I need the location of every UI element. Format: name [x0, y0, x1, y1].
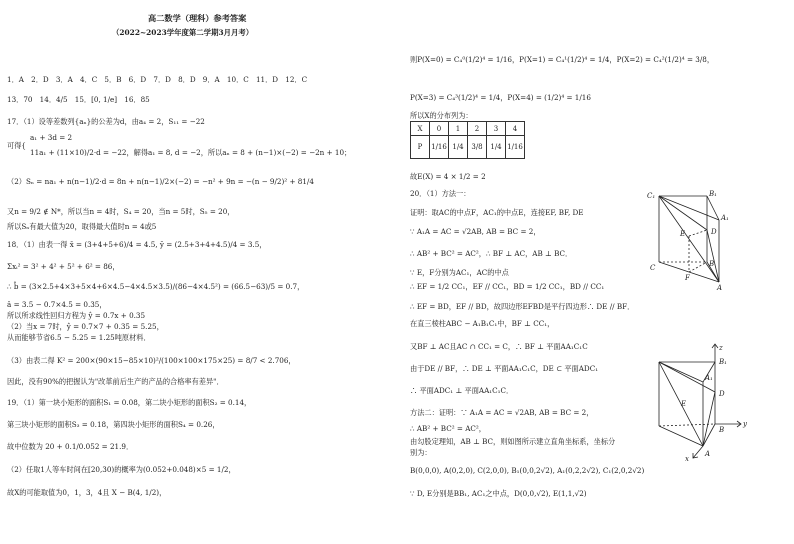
table-cell: P [411, 136, 430, 159]
label-A: A [705, 450, 711, 458]
expectation: 故E(X) = 4 × 1/2 = 2 [410, 172, 486, 181]
q20-proof1: 证明：取AC的中点F，AC₁的中点E，连接EF, BF, DE [410, 208, 584, 217]
q20-proof4: ∵ E，F分别为AC₁，AC的中点 [410, 268, 509, 277]
q18-part3: （3）由表二得 K² = 200×(90×15−85×10)²/(100×100×175×25) = 8/7 < 2.706， [7, 356, 296, 365]
label-A1: A₁ [721, 214, 729, 222]
page-subtitle: （2022~2023学年度第二学期3月月考） [112, 28, 254, 37]
table-cell: 3/8 [468, 136, 487, 159]
table-cell: 1/16 [506, 136, 525, 159]
label-D: D [711, 228, 717, 236]
label-F: F [685, 274, 690, 282]
q20-method1: 20．（1）方法一： [410, 189, 471, 198]
q17-part2: （2）Sₙ = na₁ + n(n−1)/2·d = 8n + n(n−1)/2×(−2) = −n² + 9n = −(n − 9/2)² + 81/4 [7, 177, 314, 186]
prism-figure-2 [645, 342, 794, 462]
label-B: B [719, 426, 725, 434]
q20-proof6: ∴ EF = BD，EF // BD，故四边形EFBD是平行四边形∴ DE // BF． [410, 302, 635, 311]
page-title: 高二数学（理科）参考答案 [148, 13, 247, 23]
label-x: x [685, 455, 689, 462]
q20-coordinates: B(0,0,0), A(0,2,0), C(2,0,0), B₁(0,0,2√2), A₁(0,2,2√2), C₁(2,0,2√2) [410, 466, 645, 475]
prob-line2: P(X=3) = C₄³(1/2)⁴ = 1/4，P(X=4) = (1/2)⁴ = 1/16 [410, 93, 591, 102]
choice-answers: 1．A 2．D 3．A 4．C 5．B 6．D 7．D 8．D 9．A 10．C 11．D 12．C [7, 75, 308, 84]
table-cell: 3 [487, 122, 506, 136]
q19-values: 故X的可能取值为0，1，3，4且 X − B(4, 1/2)， [7, 488, 167, 497]
label-B1: B₁ [719, 358, 727, 366]
label-z: z [719, 344, 723, 352]
table-cell: 1 [449, 122, 468, 136]
label-E: E [680, 230, 686, 238]
q17-brace: 可得{ [7, 141, 26, 150]
table-cell: X [411, 122, 430, 136]
label-D: D [719, 390, 725, 398]
fill-answers: 13．70 14．4/5 15．[0, 1/e] 16．85 [7, 95, 150, 104]
q18-conclusion: 因此，没有90%的把握认为"改革前后生产的产品的合格率有差异"． [7, 377, 224, 386]
table-cell: 1/4 [449, 136, 468, 159]
q20-m2-line3: 由勾股定理知，AB ⊥ BC，则如图所示建立直角坐标系，坐标分 [410, 437, 616, 446]
q20-m2-line4: 别为： [410, 448, 432, 457]
q20-proof8: 又BF ⊥ AC且AC ∩ CC₁ = C，∴ BF ⊥ 平面AA₁C₁C [410, 342, 588, 351]
label-y: y [743, 420, 747, 428]
q17-eq1: a₁ + 3d = 2 [30, 133, 73, 142]
prob-line1: 则P(X=0) = C₄⁰(1/2)⁴ = 1/16，P(X=1) = C₄¹(1/2)⁴ = 1/4，P(X=2) = C₄²(1/2)⁴ = 3/8， [410, 55, 715, 64]
q20-proof5: ∴ EF = 1/2 CC₁，EF // CC₁，BD = 1/2 CC₁，BD // CC₁ [410, 282, 605, 291]
q20-method2: 方法二：证明：∵ A₁A = AC = √2AB, AB = BC = 2， [410, 408, 594, 417]
q18-regression: 所以所求线性回归方程为 ŷ = 0.7x + 0.35 [7, 311, 146, 320]
q20-proof9: 由于DE // BF，∴ DE ⊥ 平面AA₁C₁C，DE ⊂ 平面ADC₁ [410, 364, 599, 373]
q18-a-hat: â = 3.5 − 0.7×4.5 = 0.35， [7, 300, 107, 309]
q20-proof7: 在直三棱柱ABC − A₁B₁C₁中，BF ⊥ CC₁， [410, 319, 555, 328]
label-E: E [681, 400, 687, 408]
table-cell: 4 [506, 122, 525, 136]
q17-intro: 17．（1）设等差数列{aₙ}的公差为d，由a₄ = 2，S₁₁ = −22 [7, 117, 205, 126]
q17-eq2: 11a₁ + (11×10)/2·d = −22，解得a₁ = 8, d = −2，所以aₙ = 8 + (n−1)×(−2) = −2n + 10； [30, 148, 352, 157]
q20-m2-line2: ∴ AB² + BC² = AC²， [410, 424, 486, 433]
distribution-intro: 所以X的分布列为： [410, 111, 473, 120]
q20-proof3: ∴ AB² + BC² = AC²，∴ BF ⊥ AC，AB ⊥ BC． [410, 249, 573, 258]
q18-sum: Σxᵢ² = 3² + 4² + 5² + 6² = 86， [7, 262, 120, 271]
table-cell: 1/16 [430, 136, 449, 159]
label-B: B [709, 260, 715, 268]
q19-line1: 19．（1）第一块小矩形的面积S₁ = 0.08，第二块小矩形的面积S₂ = 0.14， [7, 398, 252, 407]
q18-b-hat: ∴ b̂ = (3×2.5+4×3+5×4+6×4.5−4×4.5×3.5)/(86−4×4.5²) = (66.5−63)/5 = 0.7， [7, 282, 305, 291]
q20-midpoints: ∵ D, E分别是BB₁, AC₁之中点，D(0,0,√2), E(1,1,√2) [410, 489, 587, 498]
label-A1: A₁ [705, 374, 713, 382]
q20-proof10: ∴ 平面ADC₁ ⊥ 平面AA₁C₁C． [410, 386, 514, 395]
q17-line3: 又n = 9/2 ∉ N*，所以当n = 4时，S₄ = 20，当n = 5时，S₅ = 20， [7, 207, 235, 216]
q18-part2: （2）当x = 7时，ŷ = 0.7×7 + 0.35 = 5.25， [7, 322, 164, 331]
table-cell: 1/4 [487, 136, 506, 159]
table-cell: 0 [430, 122, 449, 136]
distribution-table [410, 121, 525, 159]
q19-line2: 第三块小矩形的面积S₃ = 0.18，第四块小矩形的面积S₄ = 0.26， [7, 420, 220, 429]
label-C: C [650, 264, 656, 272]
q19-median: 故中位数为 20 + 0.1/0.052 = 21.9． [7, 442, 134, 451]
q17-conclusion: 所以Sₙ有最大值为20，取得最大值时n = 4或5 [7, 222, 157, 231]
prism-figure-1 [645, 190, 794, 290]
label-B1: B₁ [709, 190, 717, 198]
q19-part2: （2）任取1人等车时间在[20,30)的概率为(0.052+0.048)×5 = 1/2， [7, 465, 236, 474]
table-cell: 2 [468, 122, 487, 136]
label-C1: C₁ [647, 192, 656, 200]
label-A: A [717, 284, 723, 290]
q18-part1: 18．（1）由表一得 x̄ = (3+4+5+6)/4 = 4.5, ȳ = (2.5+3+4+4.5)/4 = 3.5， [7, 240, 267, 249]
q20-proof2: ∵ A₁A = AC = √2AB, AB = BC = 2， [410, 227, 541, 236]
q18-savings: 从而能够节省6.5 − 5.25 = 1.25吨原材料． [7, 333, 151, 342]
